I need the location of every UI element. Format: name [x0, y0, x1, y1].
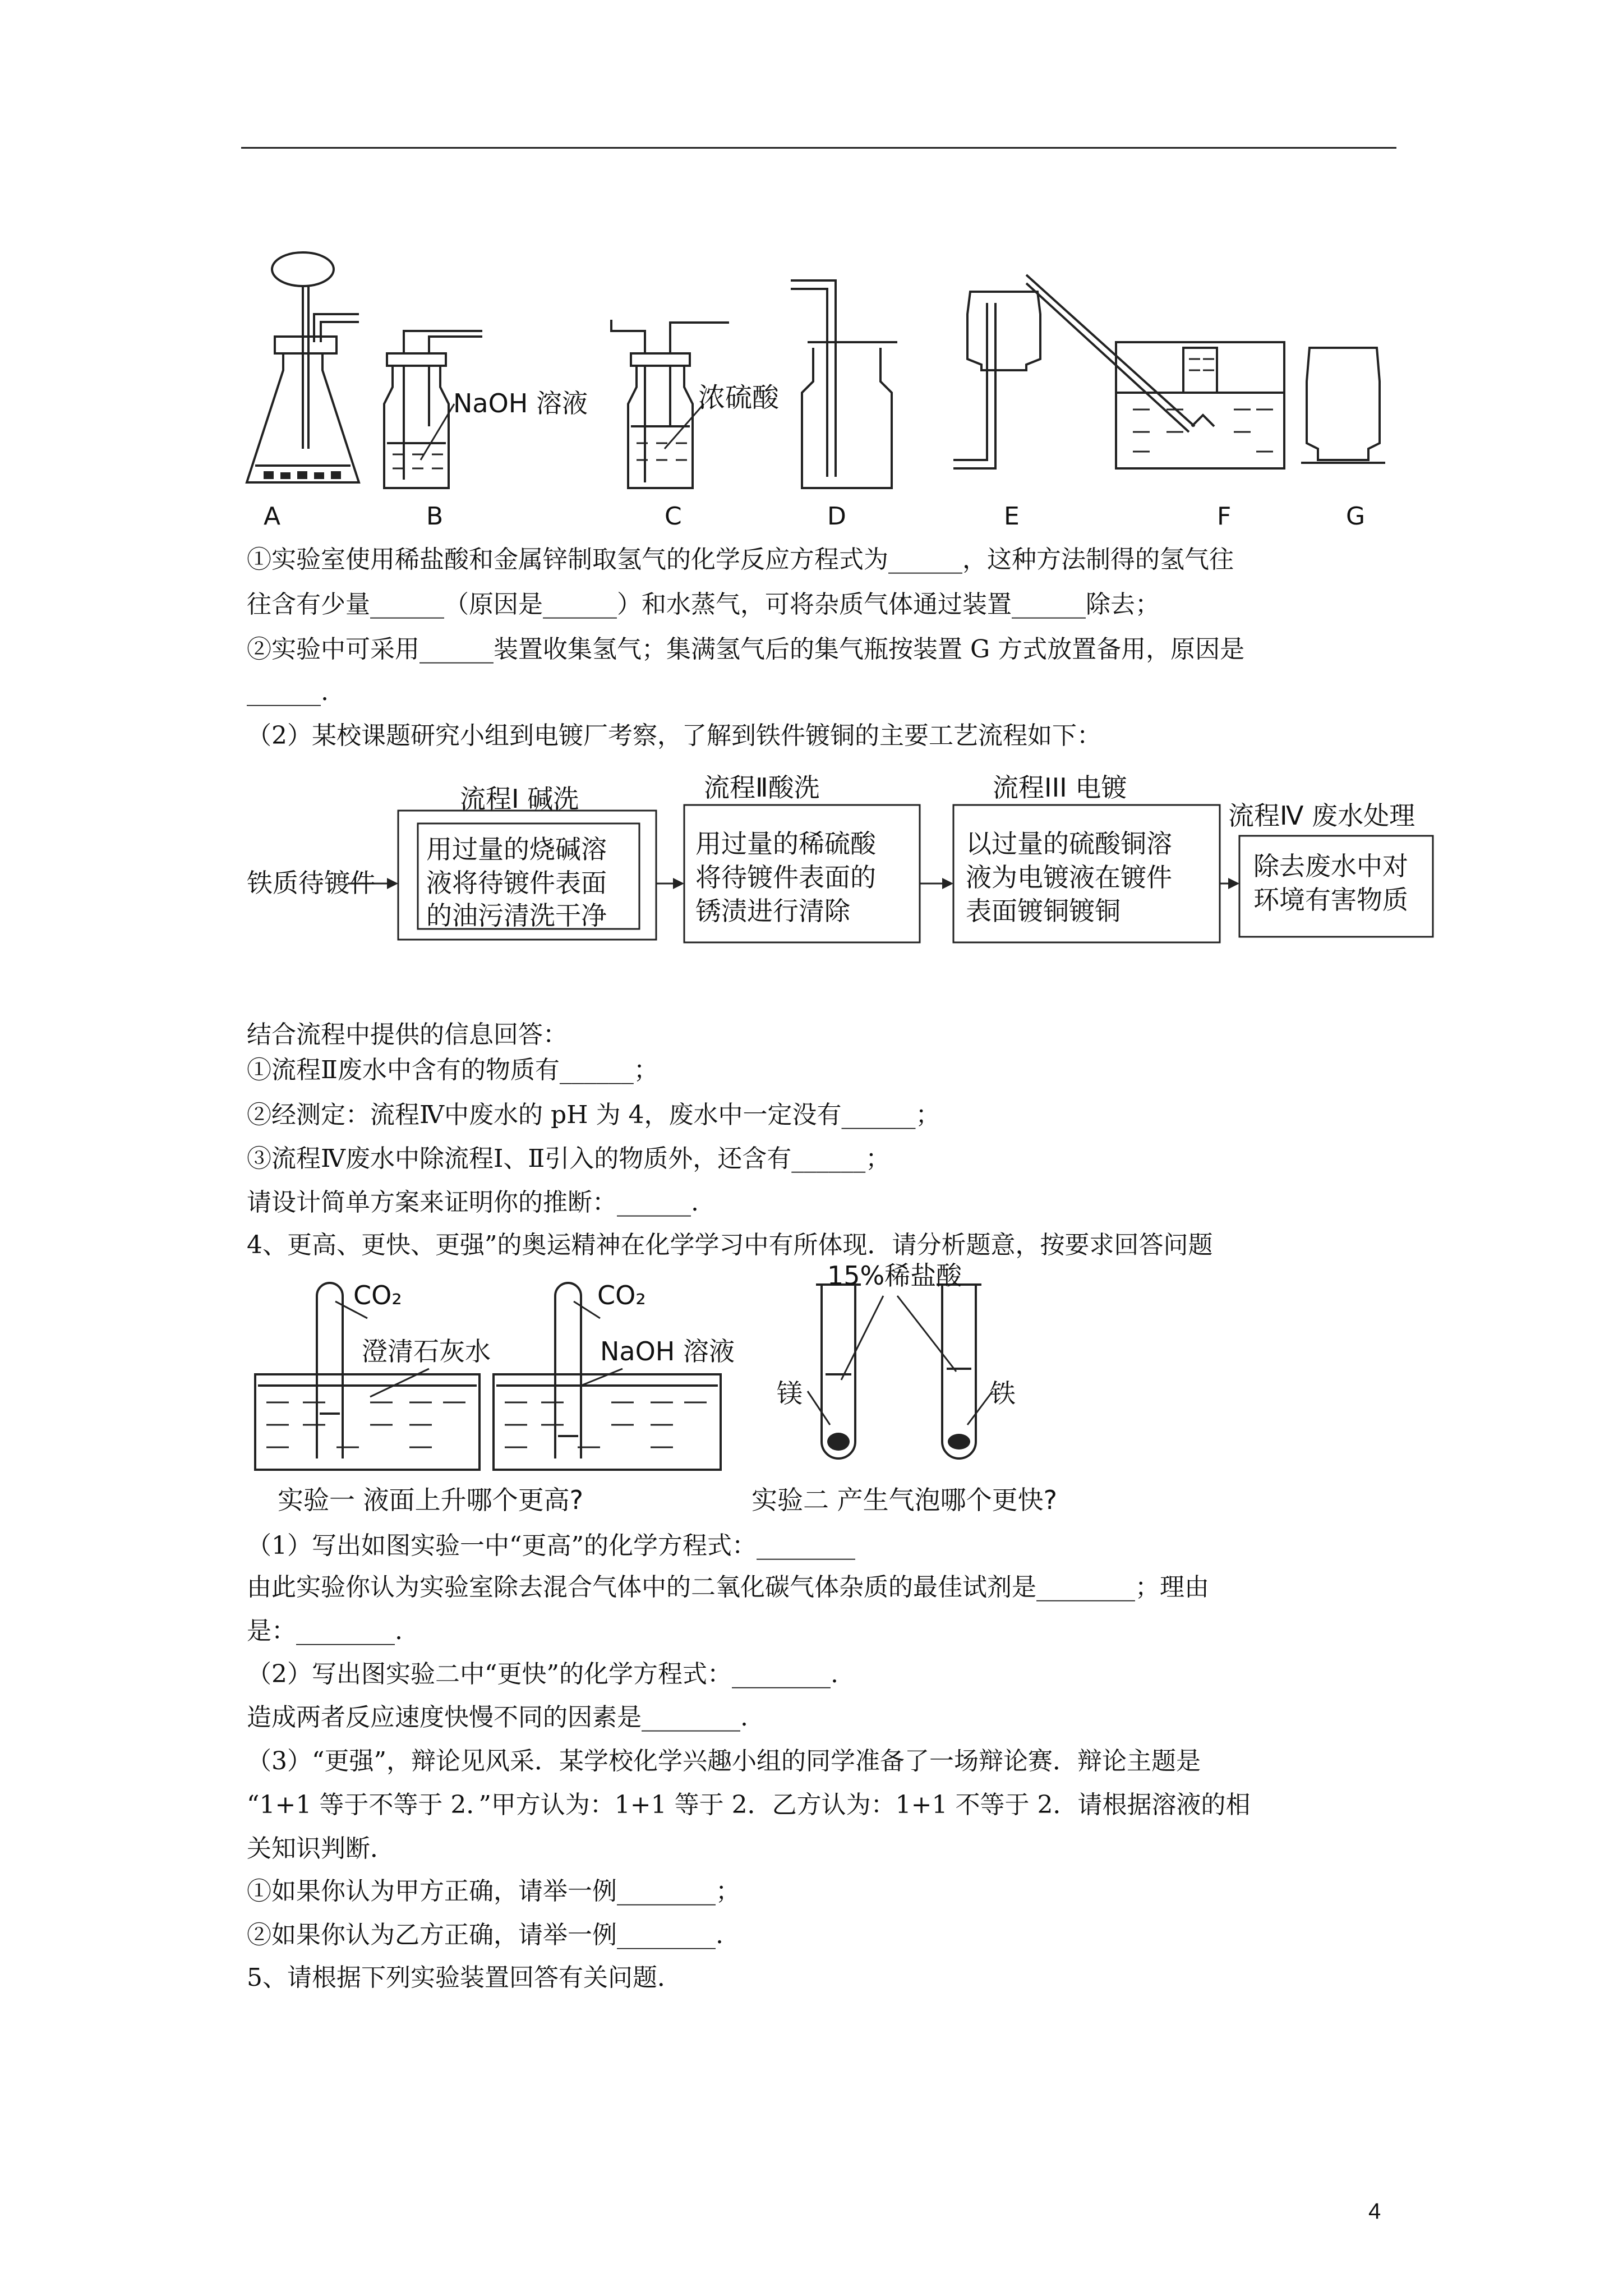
text-line-2: 往含有少量______（原因是______）和水蒸气，可将杂质气体通过装置______除去；: [247, 590, 1160, 619]
text-line-7: ①流程Ⅱ废水中含有的物质有______；: [247, 1056, 658, 1084]
limewater-label: 澄清石灰水: [362, 1336, 491, 1366]
label-f: F: [1217, 502, 1232, 531]
page-number: 4: [1368, 2199, 1381, 2224]
text-line-18: “1+1 等于不等于 2．”甲方认为：1+1 等于 2．乙方认为：1+1 不等于 2．请根据溶液的相: [247, 1791, 1251, 1819]
text-line-14: 是：________.: [247, 1617, 403, 1645]
flow-step1-line2: 液将待镀件表面: [426, 868, 607, 898]
flow-step4-line1: 除去废水中对: [1253, 851, 1408, 881]
flow-step2-line1: 用过量的稀硫酸: [695, 829, 876, 859]
label-c: C: [665, 502, 682, 531]
naoh-solution-label: NaOH 溶液: [600, 1336, 735, 1366]
text-line-19: 关知识判断．: [247, 1834, 395, 1863]
text-line-3: ②实验中可采用______装置收集氢气；集满氢气后的集气瓶按装置 G 方式放置备用，原因是: [247, 635, 1245, 664]
flow-step3-line3: 表面镀铜镀铜: [966, 896, 1121, 926]
co2-label-1: CO₂: [353, 1280, 402, 1310]
flow-step1-line3: 的油污清洗干净: [426, 900, 607, 931]
text-line-11: 4、更高、更快、更强”的奥运精神在化学学习中有所体现．请分析题意，按要求回答问题: [247, 1231, 1213, 1259]
text-line-5: （2）某校课题研究小组到电镀厂考察，了解到铁件镀铜的主要工艺流程如下：: [247, 721, 1101, 750]
flow-step2-line3: 锈渍进行清除: [695, 896, 850, 926]
text-line-16: 造成两者反应速度快慢不同的因素是________.: [247, 1703, 748, 1732]
label-d: D: [827, 502, 846, 531]
text-line-12: （1）写出如图实验一中“更高”的化学方程式：________: [247, 1531, 855, 1560]
flow-step4-title: 流程Ⅳ 废水处理: [1228, 800, 1415, 831]
text-line-22: 5、请根据下列实验装置回答有关问题．: [247, 1963, 682, 1992]
flow-step3-title: 流程III 电镀: [993, 772, 1127, 803]
co2-label-2: CO₂: [597, 1280, 646, 1310]
text-line-8: ②经测定：流程Ⅳ中废水的 pH 为 4，废水中一定没有______；: [247, 1101, 940, 1129]
text-line-1: ①实验室使用稀盐酸和金属锌制取氢气的化学反应方程式为______，这种方法制得的氢气往: [247, 545, 1234, 574]
flow-step2-title: 流程Ⅱ酸洗: [704, 772, 820, 803]
label-e: E: [1004, 502, 1020, 531]
flow-step1-line1: 用过量的烧碱溶: [426, 834, 607, 864]
flow-step1-title: 流程Ⅰ 碱洗: [460, 784, 579, 814]
text-line-17: （3）“更强”，辩论见风采．某学校化学兴趣小组的同学准备了一场辩论赛．辩论主题是: [247, 1747, 1201, 1775]
caption-experiment-1: 实验一 液面上升哪个更高?: [278, 1485, 584, 1515]
acid-label: 15%稀盐酸: [827, 1260, 962, 1291]
text-line-9: ③流程Ⅳ废水中除流程Ⅰ、Ⅱ引入的物质外，还含有______；: [247, 1144, 891, 1173]
h2so4-label: 浓硫酸: [698, 382, 780, 413]
fe-label: 铁: [990, 1378, 1016, 1409]
flow-step4-line2: 环境有害物质: [1253, 885, 1408, 915]
flow-step3-line1: 以过量的硫酸铜溶: [966, 829, 1172, 859]
flow-step3-line2: 液为电镀液在镀件: [966, 862, 1172, 892]
naoh-label: NaOH 溶液: [453, 388, 588, 418]
label-b: B: [426, 502, 444, 531]
mg-label: 镁: [777, 1378, 803, 1409]
label-a: A: [264, 502, 281, 531]
text-line-13: 由此实验你认为实验室除去混合气体中的二氧化碳气体杂质的最佳试剂是________；理由: [247, 1573, 1209, 1602]
text-line-6: 结合流程中提供的信息回答：: [247, 1020, 568, 1049]
flow-start: 铁质待镀件: [247, 868, 376, 898]
text-line-21: ②如果你认为乙方正确，请举一例________.: [247, 1921, 723, 1949]
flow-step2-line2: 将待镀件表面的: [695, 862, 876, 892]
label-g: G: [1346, 502, 1366, 531]
text-line-15: （2）写出图实验二中“更快”的化学方程式：________.: [247, 1660, 838, 1688]
text-line-20: ①如果你认为甲方正确，请举一例________；: [247, 1877, 740, 1906]
text-line-10: 请设计简单方案来证明你的推断：______.: [247, 1188, 699, 1217]
text-line-4: ______.: [247, 678, 329, 706]
caption-experiment-2: 实验二 产生气泡哪个更快?: [751, 1485, 1058, 1515]
